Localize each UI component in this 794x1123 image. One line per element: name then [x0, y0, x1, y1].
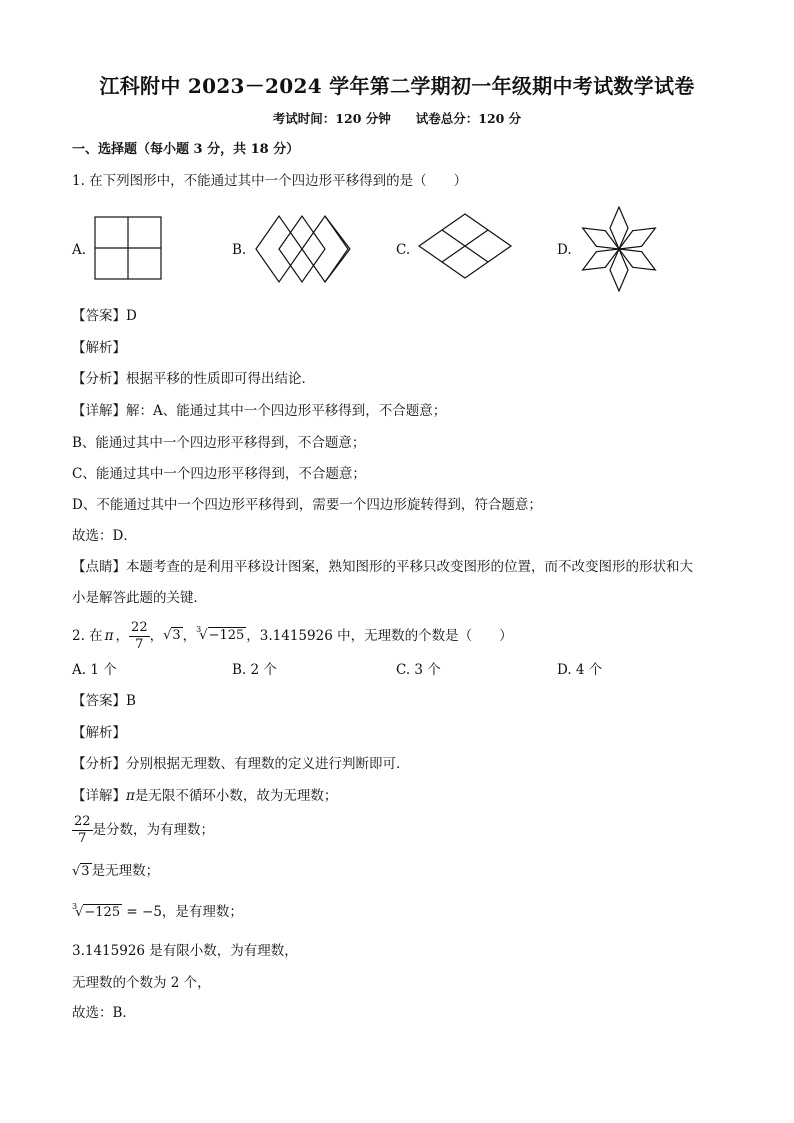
- q1-option-a-label: A.: [72, 242, 87, 258]
- exam-info: 考试时间：120 分钟 试卷总分：120 分: [272, 111, 522, 126]
- q2-analysis-tag: 【解析】: [72, 725, 126, 741]
- q1-option-c-figure: [417, 212, 513, 280]
- q2-detail-line-4: $^3$√−125 = −5，是有理数；: [72, 902, 243, 920]
- q1-detail-line-4: D、不能通过其中一个四边形平移得到，需要一个四边形旋转得到，符合题意；: [72, 497, 542, 513]
- q1-option-a-figure: [94, 216, 162, 280]
- q2-detail-line-3: √3 是无理数；: [72, 863, 160, 879]
- q2-stem: 2. 在 π ， $\frac{22}{7}$ ， √3 ， $^3$√−125 ，3.1415926 中，无理数的个数是（ ）: [72, 619, 513, 652]
- q1-stem: 1. 在下列图形中，不能通过其中一个四边形平移得到的是（ ）: [72, 173, 468, 189]
- q1-option-b-figure: [254, 214, 354, 284]
- q2-option-d: D. 4 个: [557, 662, 603, 678]
- q2-option-a: A. 1 个: [72, 662, 117, 678]
- q1-dianjing-2: 小是解答此题的关键．: [72, 590, 207, 606]
- q1-analysis-tag: 【解析】: [72, 340, 126, 356]
- q2-detail-line-6: 无理数的个数为 2 个，: [72, 975, 211, 991]
- q1-detail-line-1: 【详解】解：A、能通过其中一个四边形平移得到，不合题意；: [72, 403, 447, 419]
- q2-option-b: B. 2 个: [232, 662, 277, 678]
- q2-cbrt: $^3$√−125: [196, 624, 245, 643]
- q2-sqrt: √3: [163, 628, 181, 643]
- q1-option-d-label: D.: [557, 242, 572, 258]
- q1-dianjing-1: 【点睛】本题考查的是利用平移设计图案，熟知图形的平移只改变图形的位置，而不改变图形的形状和大: [72, 559, 693, 575]
- q1-option-b-label: B.: [232, 242, 247, 258]
- q2-answer: 【答案】B: [72, 693, 136, 709]
- q1-detail-line-3: C、能通过其中一个四边形平移得到，不合题意；: [72, 466, 366, 482]
- q2-choice: 故选：B．: [72, 1005, 136, 1021]
- q2-detail-line-2: $\frac{22}{7}$ 是分数，为有理数；: [74, 813, 215, 846]
- q1-option-d-figure: [578, 206, 660, 292]
- q2-detail-line-5: 3.1415926 是有限小数，为有理数，: [72, 943, 298, 959]
- section-heading: 一、选择题（每小题 3 分，共 18 分）: [72, 142, 300, 157]
- page-title: 江科附中 2023－2024 学年第二学期初一年级期中考试数学试卷: [99, 74, 695, 98]
- q1-answer: 【答案】D: [72, 308, 137, 324]
- q2-detail-line-1: 【详解】π是无限不循环小数，故为无理数；: [72, 788, 338, 804]
- q2-option-c: C. 3 个: [396, 662, 441, 678]
- q2-fraction: $\frac{22}{7}$: [131, 619, 148, 652]
- q1-fenxi: 【分析】根据平移的性质即可得出结论．: [72, 371, 315, 387]
- q1-choice: 故选：D．: [72, 528, 137, 544]
- q1-detail-line-2: B、能通过其中一个四边形平移得到，不合题意；: [72, 435, 366, 451]
- q2-fenxi: 【分析】分别根据无理数、有理数的定义进行判断即可．: [72, 756, 410, 772]
- q1-option-c-label: C.: [396, 242, 411, 258]
